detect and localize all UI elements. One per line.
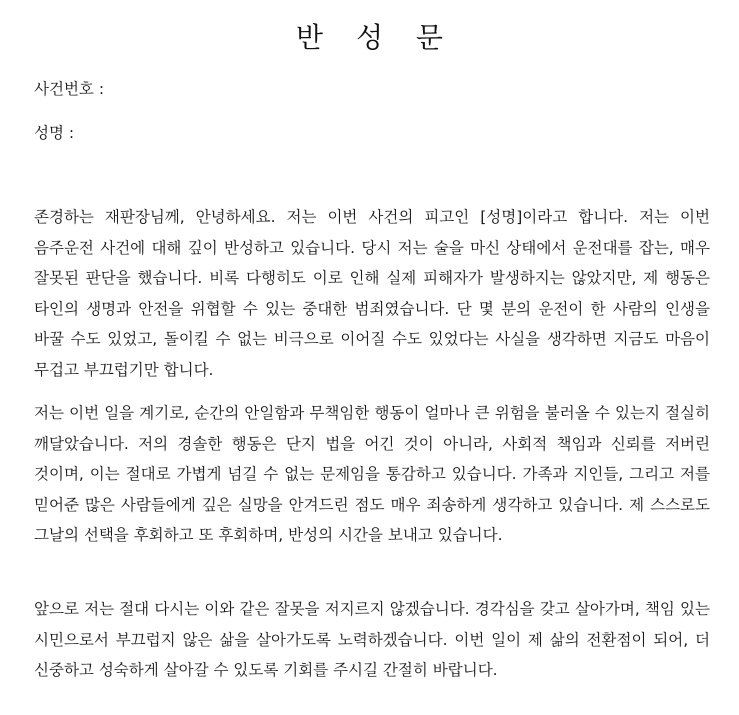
paragraph-1: 존경하는 재판장님께, 안녕하세요. 저는 이번 사건의 피고인 [성명]이라고 합니다. 저는 이번 음주운전 사건에 대해 깊이 반성하고 있습니다. 당시 저는 술을 마신 상태에서 운전대를 잡는, 매우 잘못된 판단을 했습니다. 비록 다행히도 이로 인해 실제 피해자가 발생하지는 않았지만, 제 행동은 타인의 생명과 안전을 위협할 수 있는 중대한 범죄였습니다. 단 몇 분의 운전이 한 사람의 인생을 바꿀 수도 있었고, 돌이킬 수 없는 비극으로 이어질 수도 있었다는 사실을 생각하면 지금도 마음이 무겁고 부끄럽기만 합니다. [34, 208, 710, 379]
document-title: 반 성 문 [296, 21, 455, 54]
name-label: 성명 : [34, 124, 75, 142]
paragraph-3: 앞으로 저는 절대 다시는 이와 같은 잘못을 저지르지 않겠습니다. 경각심을 갖고 살아가며, 책임 있는 시민으로서 부끄럽지 않은 삶을 살아가도록 노력하겠습니다. 이번 일이 제 삶의 전환점이 되어, 더 신중하고 성숙하게 살아갈 수 있도록 기회를 주시길 간절히 바랍니다. [34, 600, 710, 680]
case-number-label: 사건번호 : [34, 80, 105, 98]
paragraph-2: 저는 이번 일을 계기로, 순간의 안일함과 무책임한 행동이 얼마나 큰 위험을 불러올 수 있는지 절실히 깨달았습니다. 저의 경솔한 행동은 단지 법을 어긴 것이 아니라, 사회적 책임과 신뢰를 저버린 것이며, 이는 절대로 가볍게 넘길 수 없는 문제임을 통감하고 있습니다. 가족과 지인들, 그리고 저를 믿어준 많은 사람들에게 깊은 실망을 안겨드린 점도 매우 죄송하게 생각하고 있습니다. 제 스스로도 그날의 선택을 후회하고 또 후회하며, 반성의 시간을 보내고 있습니다. [34, 404, 710, 545]
